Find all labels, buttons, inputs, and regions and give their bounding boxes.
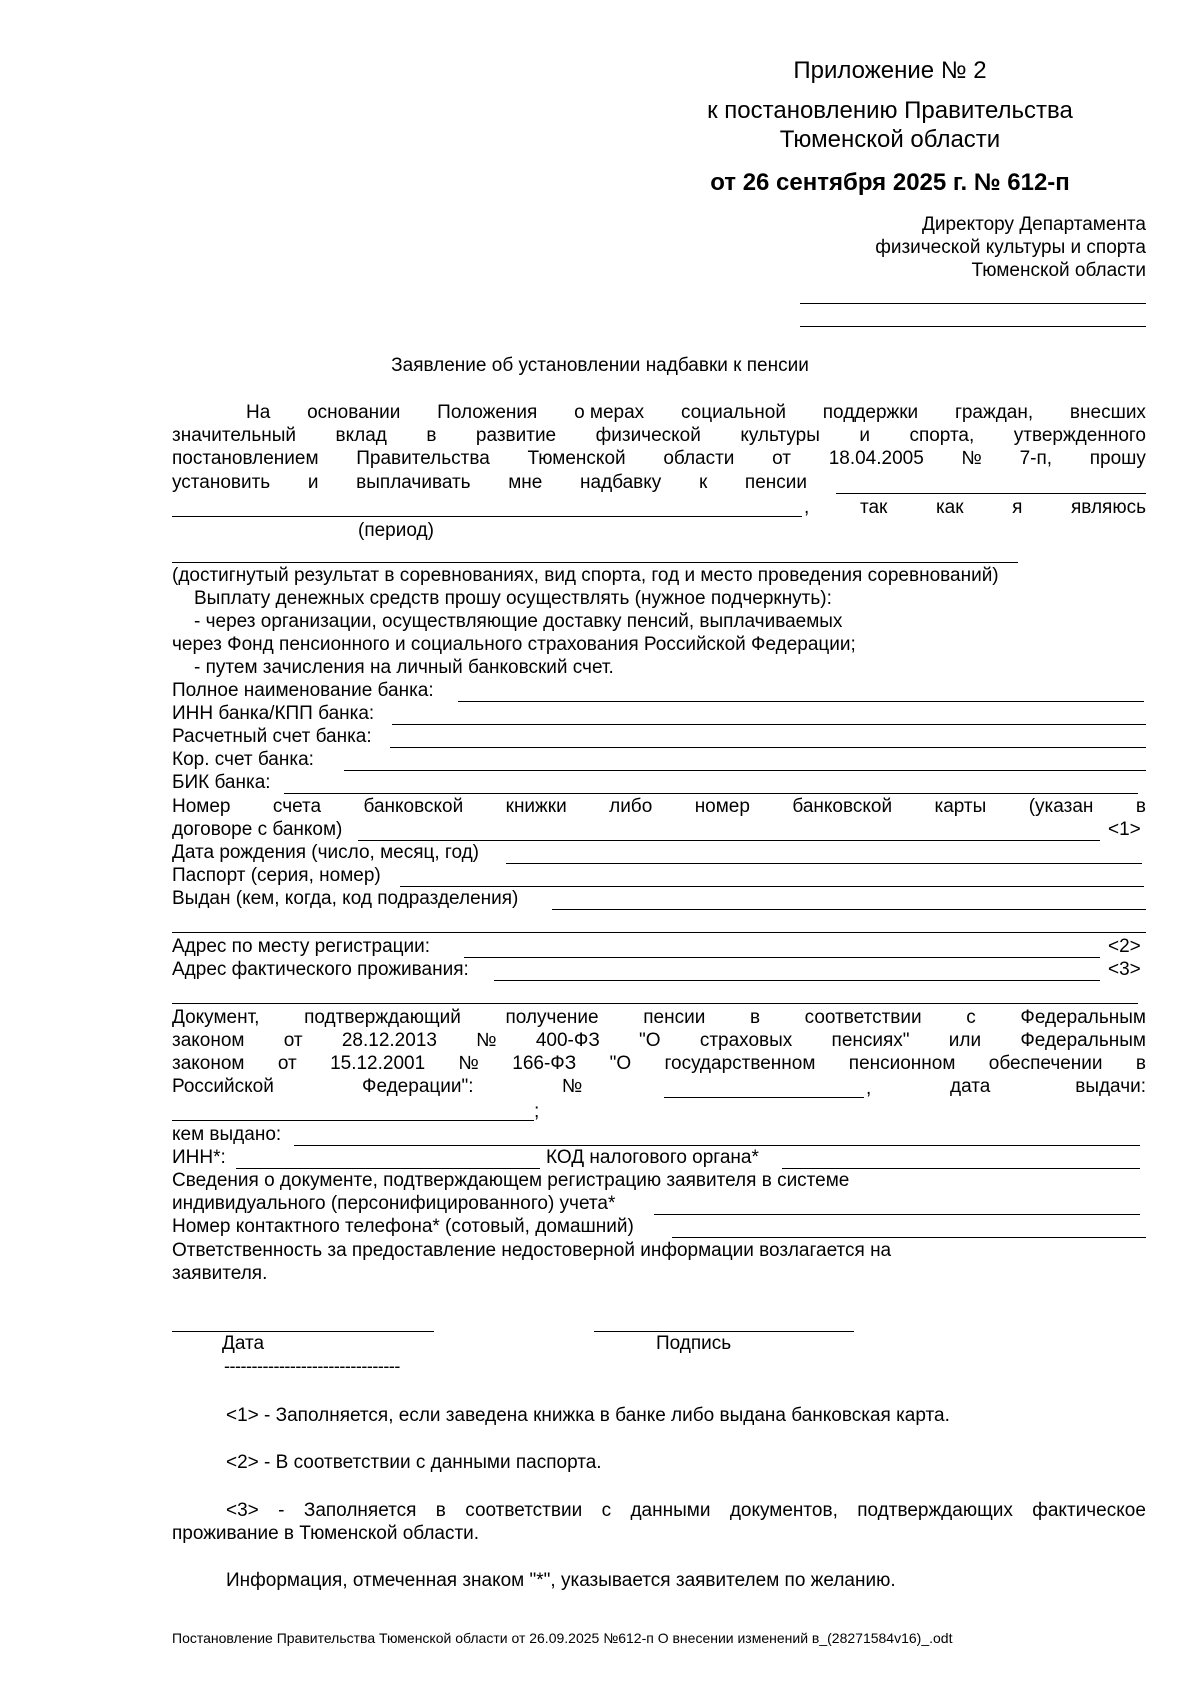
actual-address-fill-line[interactable] [494,980,1100,981]
responsibility-text-line-1: Ответственность за предоставление недостоверной информации возлагается на [172,1240,892,1261]
phone-fill-line[interactable] [672,1237,1146,1238]
paragraph-1-line-4: установить и выплачивать мне надбавку к пенсии [172,472,807,493]
registration-address-label: Адрес по месту регистрации: [172,936,431,957]
date-caption: Дата [222,1333,265,1354]
birth-date-label: Дата рождения (число, месяц, год) [172,842,480,863]
pension-doc-line-4-a: Российской [172,1076,274,1097]
date-fill-line[interactable] [172,1331,434,1332]
signature-caption: Подпись [656,1333,732,1354]
passport-label: Паспорт (серия, номер) [172,865,381,886]
appendix-number: Приложение № 2 [793,57,987,84]
card-number-label-line-2: договоре с банком) [172,819,343,840]
pension-doc-number-sign: № [562,1076,583,1097]
addressee-fill-line-2[interactable] [800,326,1146,327]
inn-label: ИНН*: [172,1147,226,1168]
bank-account-fill-line[interactable] [390,747,1146,748]
tax-code-label: КОД налогового органа* [546,1147,759,1168]
registration-address-fill-line[interactable] [464,957,1100,958]
pension-doc-date-word: дата [950,1076,991,1097]
signature-fill-line[interactable] [594,1331,854,1332]
passport-issued-fill-line[interactable] [552,909,1146,910]
paragraph-1-line-1: На основании Положения о мерах социальной поддержки граждан, внесших [246,402,1146,423]
footnote-ref-1: <1> [1108,819,1141,840]
tax-code-fill-line[interactable] [782,1168,1140,1169]
pension-doc-issue-date-fill-line[interactable] [172,1120,534,1121]
birth-date-fill-line[interactable] [506,863,1142,864]
footnote-3-line-2: проживание в Тюменской области. [172,1523,480,1544]
bank-account-label: Расчетный счет банка: [172,726,372,747]
since-clause: так как я являюсь [860,497,1146,518]
payment-option-1-line-2[interactable]: через Фонд пенсионного и социального страхования Российской Федерации; [172,634,856,655]
payment-option-2[interactable]: - путем зачисления на личный банковский счет. [194,657,614,678]
achievement-fill-line[interactable] [172,562,1018,563]
addressee-fill-line-1[interactable] [800,303,1146,304]
passport-issued-fill-line-2[interactable] [172,932,1146,933]
card-number-label-line-1: Номер счета банковской книжки либо номер банковской карты (указан в [172,796,1146,817]
region-name: Тюменской области [779,126,1001,153]
pension-doc-comma: , [866,1078,872,1099]
semicolon: ; [534,1101,540,1122]
period-fill-line[interactable] [172,516,802,517]
pension-period-fill-line[interactable] [836,493,1146,494]
snils-label-line-1: Сведения о документе, подтверждающем регистрацию заявителя в системе [172,1170,850,1191]
addressee-line-2: физической культуры и спорта [875,237,1146,258]
paragraph-1-line-2: значительный вклад в развитие физической культуры и спорта, утвержденного [172,425,1146,446]
bik-fill-line[interactable] [284,793,1138,794]
passport-issued-label: Выдан (кем, когда, код подразделения) [172,888,519,909]
period-caption: (период) [358,520,434,541]
page-footer-filename: Постановление Правительства Тюменской области от 26.09.2025 №612-п О внесении изменений в_(28271584v16)_.odt [172,1630,953,1646]
pension-doc-line-3: законом от 15.12.2001 № 166-ФЗ "О государственном пенсионном обеспечении в [172,1053,1146,1074]
snils-label-line-2: индивидуального (персонифицированного) учета* [172,1193,616,1214]
pension-doc-line-4-b: Федерации": [362,1076,474,1097]
pension-doc-line-2: законом от 28.12.2013 № 400-ФЗ "О страховых пенсиях" или Федеральным [172,1030,1146,1051]
inn-fill-line[interactable] [236,1168,540,1169]
actual-address-label: Адрес фактического проживания: [172,959,469,980]
addressee-line-1: Директору Департамента [921,214,1146,235]
issued-by-label: кем выдано: [172,1124,282,1145]
footnote-3-line-1: <3> - Заполняется в соответствии с данными документов, подтверждающих фактическое [226,1500,1146,1521]
bank-inn-kpp-fill-line[interactable] [392,724,1146,725]
pension-doc-line-1: Документ, подтверждающий получение пенсии в соответствии с Федеральным [172,1007,1146,1028]
pension-doc-number-fill-line[interactable] [664,1097,864,1098]
snils-fill-line[interactable] [654,1214,1140,1215]
phone-label: Номер контактного телефона* (сотовый, домашний) [172,1216,634,1237]
footnote-4: Информация, отмеченная знаком "*", указывается заявителем по желанию. [226,1570,896,1591]
passport-fill-line[interactable] [400,886,1144,887]
actual-address-fill-line-2[interactable] [172,1003,1138,1004]
achievement-caption: (достигнутый результат в соревнованиях, вид спорта, год и место проведения соревнований) [172,565,999,586]
bank-name-label: Полное наименование банка: [172,680,434,701]
footnote-separator: -------------------------------- [224,1356,400,1376]
footnote-ref-2: <2> [1108,936,1141,957]
corr-account-label: Кор. счет банка: [172,749,314,770]
responsibility-text-line-2: заявителя. [172,1263,268,1284]
issued-by-fill-line[interactable] [294,1145,1140,1146]
card-number-fill-line[interactable] [358,840,1100,841]
bank-name-fill-line[interactable] [458,701,1144,702]
footnote-ref-3: <3> [1108,959,1141,980]
addressee-line-3: Тюменской области [971,260,1146,281]
footnote-1: <1> - Заполняется, если заведена книжка в банке либо выдана банковская карта. [226,1405,950,1426]
pension-doc-issue-word: выдачи: [1075,1076,1146,1097]
payment-option-1-line-1[interactable]: - через организации, осуществляющие доставку пенсий, выплачиваемых [194,611,843,632]
corr-account-fill-line[interactable] [344,770,1146,771]
resolution-date-number: от 26 сентября 2025 г. № 612-п [710,169,1070,196]
resolution-reference: к постановлению Правительства [707,97,1073,124]
footnote-2: <2> - В соответствии с данными паспорта. [226,1452,602,1473]
document-title: Заявление об установлении надбавки к пенсии [391,355,809,376]
bank-inn-kpp-label: ИНН банка/КПП банка: [172,703,375,724]
payment-request-text: Выплату денежных средств прошу осуществлять (нужное подчеркнуть): [194,588,832,609]
comma: , [804,497,810,518]
paragraph-1-line-3: постановлением Правительства Тюменской области от 18.04.2005 № 7-п, прошу [172,448,1146,469]
bik-label: БИК банка: [172,772,271,793]
